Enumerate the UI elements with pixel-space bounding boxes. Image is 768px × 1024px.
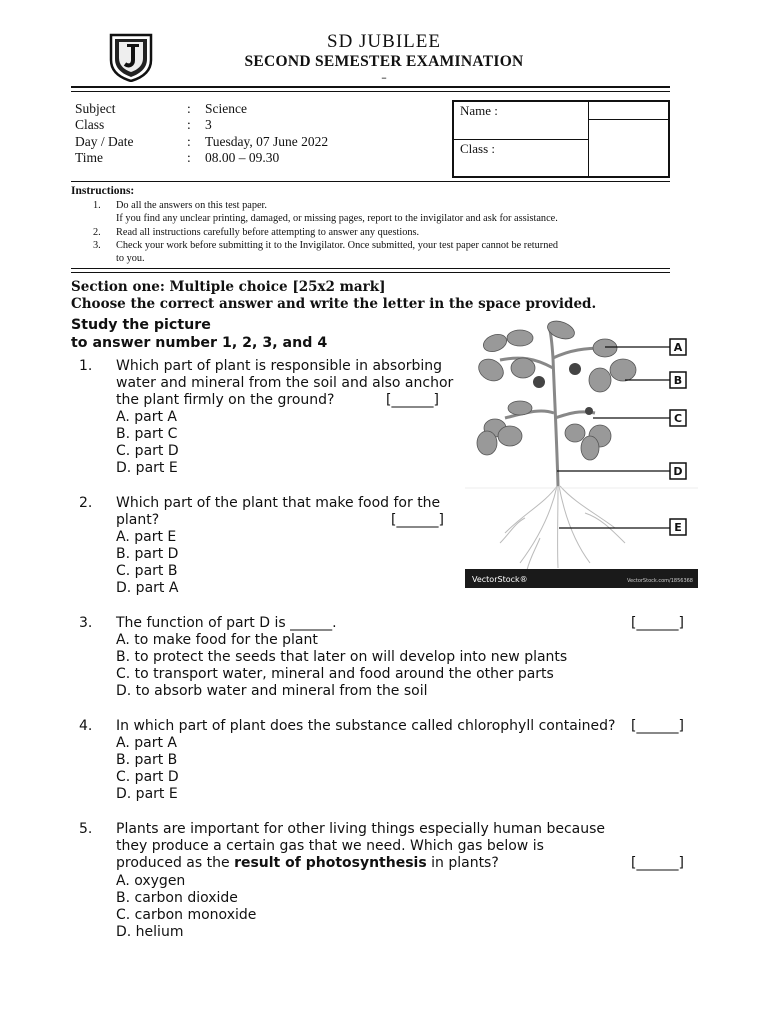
info-value: 3	[205, 117, 212, 133]
option: D. part E	[116, 460, 178, 476]
question-text	[116, 855, 499, 872]
info-value: 08.00 – 09.30	[205, 149, 280, 165]
option: C. part B	[116, 563, 178, 579]
info-sep: :	[187, 149, 191, 165]
instructions-list	[88, 199, 688, 265]
question-text: water and mineral from the soil and also anchor	[116, 375, 454, 391]
divider	[71, 86, 670, 88]
info-value: Tuesday, 07 June 2022	[205, 133, 329, 149]
name-label: Name :	[460, 103, 498, 118]
instruction-number: 1.	[93, 200, 101, 211]
label-c: C	[673, 412, 683, 425]
divider	[71, 272, 670, 273]
study-line: to answer number 1, 2, 3, and 4	[71, 334, 328, 351]
answer-blank[interactable]: [______]	[631, 615, 684, 631]
name-field[interactable]	[590, 121, 668, 176]
divider	[71, 181, 670, 182]
exam-title: SECOND SEMESTER EXAMINATION	[244, 53, 524, 70]
answer-blank[interactable]: [______]	[391, 512, 444, 528]
option: C. part D	[116, 769, 179, 785]
info-sep: :	[187, 101, 191, 116]
question-text: Which part of plant is responsible in absorbing	[116, 358, 443, 374]
divider	[71, 268, 670, 269]
instruction-number: 3.	[93, 239, 101, 251]
school-name: SD JUBILEE	[327, 31, 441, 52]
watermark-url: VectorStock.com/1856368	[627, 578, 693, 584]
info-row-time	[75, 150, 328, 166]
instruction-number: 2.	[93, 226, 101, 238]
info-value: Science	[205, 101, 247, 116]
option: D. part E	[116, 786, 178, 802]
instruction-number	[88, 212, 116, 225]
option: D. to absorb water and mineral from the soil	[116, 683, 428, 699]
info-label: Subject	[75, 101, 116, 116]
question-text: they produce a certain gas that we need. Which gas below is	[116, 838, 544, 854]
section-title: Section one: Multiple choice [25x2 mark]	[71, 279, 386, 295]
info-row-date	[75, 134, 328, 150]
option: D. helium	[116, 924, 184, 940]
label-e: E	[674, 521, 682, 534]
option: B. part D	[116, 546, 179, 562]
instructions-title: Instructions:	[71, 185, 135, 197]
study-line: Study the picture	[71, 317, 211, 333]
option: B. to protect the seeds that later on will develop into new plants	[116, 649, 568, 665]
instruction-text: If you find any unclear printing, damaged, or missing pages, report to the invigilator and ask for assistance.	[116, 213, 558, 225]
option: A. to make food for the plant	[116, 632, 318, 648]
question-text-part: produced as the	[116, 855, 235, 871]
question-text-bold: result of photosynthesis	[234, 855, 427, 871]
question-number: 2.	[79, 495, 93, 511]
option: B. part B	[116, 752, 178, 768]
info-row-subject	[75, 101, 328, 117]
answer-blank[interactable]: [______]	[631, 718, 684, 734]
exam-info-table	[75, 101, 328, 166]
option: C. part D	[116, 443, 179, 459]
option: A. part A	[116, 409, 177, 425]
instruction-number	[88, 252, 116, 265]
answer-blank[interactable]: [______]	[386, 392, 439, 408]
question-text: Which part of the plant that make food for the	[116, 495, 441, 511]
question-text: Plants are important for other living things especially human because	[116, 821, 606, 837]
label-d: D	[673, 465, 683, 478]
info-sep: :	[187, 117, 191, 133]
instruction-text: Read all instructions carefully before attempting to answer any questions.	[116, 226, 420, 238]
instruction-text: to you.	[116, 253, 145, 265]
option: B. part C	[116, 426, 178, 442]
label-b: B	[673, 374, 683, 387]
question-text-part: in plants?	[426, 855, 499, 871]
option: D. part A	[116, 580, 179, 596]
info-label: Class	[75, 117, 105, 133]
student-name-box	[452, 100, 670, 178]
option: B. carbon dioxide	[116, 890, 238, 906]
question-text: the plant firmly on the ground?	[116, 392, 335, 408]
class-label: Class :	[460, 141, 496, 156]
question-number: 1.	[79, 358, 93, 374]
question-number: 3.	[79, 615, 93, 631]
title-dash: –	[381, 71, 387, 84]
study-prompt	[71, 317, 327, 352]
answer-blank[interactable]: [______]	[631, 855, 684, 871]
info-label: Day / Date	[75, 133, 134, 149]
instruction-text: Check your work before submitting it to the Invigilator. Once submitted, your test paper cannot be returned	[116, 239, 559, 251]
section-direction: Choose the correct answer and write the letter in the space provided.	[71, 295, 597, 312]
option: A. part E	[116, 529, 177, 545]
option: C. carbon monoxide	[116, 907, 257, 923]
instruction-text: Do all the answers on this test paper.	[116, 200, 267, 211]
info-row-class	[75, 117, 328, 133]
option: C. to transport water, mineral and food around the other parts	[116, 666, 554, 682]
section-header	[71, 279, 596, 312]
question-text: plant?	[116, 512, 160, 528]
divider	[71, 91, 670, 92]
info-label: Time	[75, 149, 104, 165]
option: A. oxygen	[116, 873, 186, 889]
question-text: In which part of plant does the substance called chlorophyll contained?	[116, 718, 616, 734]
question-number: 4.	[79, 718, 93, 734]
option: A. part A	[116, 735, 177, 751]
plant-diagram	[465, 318, 698, 588]
label-a: A	[673, 341, 683, 354]
question-number: 5.	[79, 821, 93, 837]
info-sep: :	[187, 133, 191, 149]
question-text: The function of part D is ______.	[116, 615, 337, 631]
watermark-text: VectorStock®	[472, 575, 528, 584]
